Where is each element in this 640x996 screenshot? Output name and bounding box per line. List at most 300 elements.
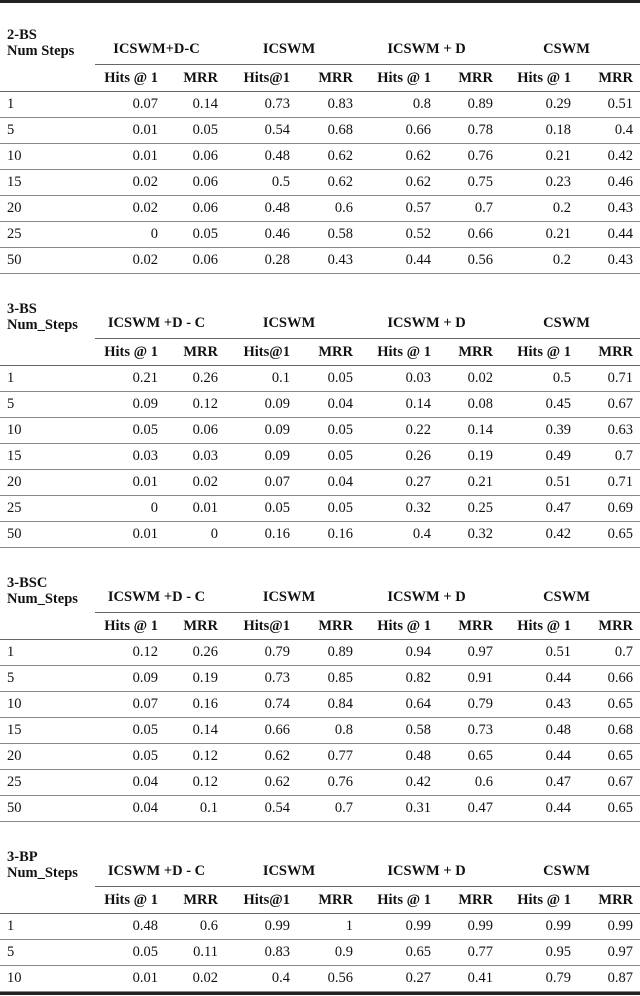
num-steps-cell: 15 — [0, 444, 95, 470]
method-group-header: ICSWM + D — [360, 548, 500, 613]
metric-header: MRR — [297, 887, 360, 914]
metric-header: MRR — [165, 887, 225, 914]
value-cell: 0.48 — [225, 196, 297, 222]
value-cell: 0.47 — [500, 496, 578, 522]
value-cell: 0.94 — [360, 640, 438, 666]
value-cell: 0.58 — [360, 718, 438, 744]
value-cell: 0.02 — [95, 196, 165, 222]
value-cell: 0.84 — [297, 692, 360, 718]
value-cell: 0.71 — [578, 470, 640, 496]
value-cell: 0.01 — [165, 496, 225, 522]
value-cell: 0 — [95, 222, 165, 248]
table-row — [0, 496, 640, 522]
dataset-name: 3-BSC — [7, 574, 48, 591]
bottom-rule — [0, 992, 640, 995]
metric-header: MRR — [165, 339, 225, 366]
value-cell: 0.09 — [225, 444, 297, 470]
value-cell: 0.99 — [438, 914, 500, 940]
value-cell: 0.62 — [297, 144, 360, 170]
method-group-header: CSWM — [500, 3, 640, 65]
method-group-header: ICSWM — [225, 548, 360, 613]
value-cell: 0.48 — [225, 144, 297, 170]
table-row — [0, 392, 640, 418]
empty-header-cell — [0, 65, 95, 92]
value-cell: 0.42 — [360, 770, 438, 796]
method-group-header: ICSWM — [225, 3, 360, 65]
num-steps-cell: 20 — [0, 470, 95, 496]
value-cell: 0.1 — [225, 366, 297, 392]
group-header-row — [0, 548, 640, 613]
value-cell: 0.66 — [438, 222, 500, 248]
value-cell: 0.67 — [578, 392, 640, 418]
num-steps-cell: 15 — [0, 718, 95, 744]
num-steps-cell: 1 — [0, 914, 95, 940]
value-cell: 0.99 — [360, 914, 438, 940]
value-cell: 0.97 — [578, 940, 640, 966]
table-row — [0, 196, 640, 222]
table-row — [0, 92, 640, 118]
num-steps-cell: 10 — [0, 418, 95, 444]
value-cell: 0.27 — [360, 470, 438, 496]
method-group-header: ICSWM+D-C — [95, 3, 225, 65]
value-cell: 0.2 — [500, 196, 578, 222]
dataset-header-cell — [0, 3, 95, 65]
value-cell: 0.51 — [578, 92, 640, 118]
value-cell: 0.16 — [297, 522, 360, 548]
value-cell: 0.73 — [438, 718, 500, 744]
metric-header: MRR — [438, 613, 500, 640]
method-group-header: ICSWM + D — [360, 3, 500, 65]
value-cell: 0.57 — [360, 196, 438, 222]
value-cell: 0.43 — [578, 196, 640, 222]
value-cell: 0.05 — [297, 496, 360, 522]
value-cell: 0.21 — [95, 366, 165, 392]
metric-header: Hits@1 — [225, 613, 297, 640]
dataset-name: 2-BS — [7, 26, 37, 43]
value-cell: 0.09 — [225, 392, 297, 418]
metric-header: MRR — [297, 65, 360, 92]
value-cell: 0.69 — [578, 496, 640, 522]
value-cell: 0.97 — [438, 640, 500, 666]
value-cell: 0.4 — [225, 966, 297, 992]
value-cell: 0.25 — [438, 496, 500, 522]
value-cell: 0.58 — [297, 222, 360, 248]
results-table-3-bs — [0, 274, 640, 548]
metric-header: Hits @ 1 — [95, 65, 165, 92]
value-cell: 0.62 — [297, 170, 360, 196]
value-cell: 0.48 — [95, 914, 165, 940]
value-cell: 0.7 — [438, 196, 500, 222]
value-cell: 0.5 — [500, 366, 578, 392]
table-row — [0, 444, 640, 470]
value-cell: 0.54 — [225, 796, 297, 822]
value-cell: 0.65 — [578, 692, 640, 718]
table-row — [0, 666, 640, 692]
value-cell: 0.8 — [360, 92, 438, 118]
value-cell: 0.65 — [578, 744, 640, 770]
value-cell: 0.49 — [500, 444, 578, 470]
value-cell: 0.06 — [165, 144, 225, 170]
value-cell: 0.41 — [438, 966, 500, 992]
value-cell: 0.76 — [438, 144, 500, 170]
value-cell: 0.05 — [297, 444, 360, 470]
metric-header: Hits @ 1 — [360, 887, 438, 914]
value-cell: 0.04 — [297, 392, 360, 418]
value-cell: 0.91 — [438, 666, 500, 692]
metric-header: Hits @ 1 — [95, 613, 165, 640]
value-cell: 0.04 — [95, 796, 165, 822]
value-cell: 0.12 — [95, 640, 165, 666]
value-cell: 0.44 — [500, 796, 578, 822]
value-cell: 0.21 — [500, 144, 578, 170]
value-cell: 0.65 — [360, 940, 438, 966]
metric-header: Hits @ 1 — [95, 887, 165, 914]
value-cell: 0.27 — [360, 966, 438, 992]
metric-header: Hits @ 1 — [360, 65, 438, 92]
metric-header: MRR — [578, 887, 640, 914]
value-cell: 0.89 — [438, 92, 500, 118]
value-cell: 0.11 — [165, 940, 225, 966]
table-row — [0, 144, 640, 170]
value-cell: 0.89 — [297, 640, 360, 666]
value-cell: 0.29 — [500, 92, 578, 118]
value-cell: 0.09 — [225, 418, 297, 444]
group-header-row — [0, 274, 640, 339]
metric-header: Hits @ 1 — [95, 339, 165, 366]
value-cell: 0.08 — [438, 392, 500, 418]
value-cell: 0.47 — [500, 770, 578, 796]
value-cell: 0.05 — [95, 744, 165, 770]
value-cell: 0.05 — [95, 940, 165, 966]
metric-header: MRR — [438, 339, 500, 366]
value-cell: 0.42 — [578, 144, 640, 170]
value-cell: 0.45 — [500, 392, 578, 418]
value-cell: 0.31 — [360, 796, 438, 822]
value-cell: 0.26 — [360, 444, 438, 470]
value-cell: 0.62 — [360, 170, 438, 196]
num-steps-cell: 50 — [0, 796, 95, 822]
method-group-header: CSWM — [500, 548, 640, 613]
metric-header: MRR — [297, 613, 360, 640]
value-cell: 0.99 — [225, 914, 297, 940]
table-row — [0, 418, 640, 444]
value-cell: 0.01 — [95, 144, 165, 170]
value-cell: 0.09 — [95, 392, 165, 418]
empty-header-cell — [0, 887, 95, 914]
value-cell: 0.01 — [95, 522, 165, 548]
value-cell: 0.4 — [360, 522, 438, 548]
metric-header: MRR — [297, 339, 360, 366]
value-cell: 0.62 — [225, 770, 297, 796]
value-cell: 0 — [165, 522, 225, 548]
num-steps-cell: 50 — [0, 248, 95, 274]
value-cell: 0.42 — [500, 522, 578, 548]
value-cell: 0.44 — [500, 666, 578, 692]
value-cell: 0.12 — [165, 770, 225, 796]
dataset-name: 3-BP — [7, 848, 38, 865]
table-row — [0, 248, 640, 274]
value-cell: 0.66 — [578, 666, 640, 692]
value-cell: 0.79 — [500, 966, 578, 992]
value-cell: 0.05 — [297, 366, 360, 392]
method-group-header: ICSWM +D - C — [95, 274, 225, 339]
value-cell: 0.73 — [225, 666, 297, 692]
metric-header-row — [0, 613, 640, 640]
value-cell: 0.65 — [438, 744, 500, 770]
num-steps-cell: 50 — [0, 522, 95, 548]
metric-header: MRR — [438, 887, 500, 914]
metric-header: MRR — [578, 339, 640, 366]
value-cell: 0.44 — [578, 222, 640, 248]
value-cell: 0.79 — [225, 640, 297, 666]
value-cell: 0.05 — [95, 418, 165, 444]
value-cell: 0.02 — [165, 470, 225, 496]
value-cell: 0.71 — [578, 366, 640, 392]
num-steps-cell: 20 — [0, 196, 95, 222]
num-steps-header: Num_Steps — [7, 316, 78, 333]
metric-header: Hits @ 1 — [500, 339, 578, 366]
table-row — [0, 170, 640, 196]
value-cell: 0.48 — [500, 718, 578, 744]
value-cell: 0.03 — [95, 444, 165, 470]
value-cell: 0.43 — [500, 692, 578, 718]
dataset-header-cell — [0, 274, 95, 339]
value-cell: 0.4 — [578, 118, 640, 144]
value-cell: 0.65 — [578, 522, 640, 548]
value-cell: 0.7 — [578, 640, 640, 666]
metric-header: MRR — [165, 613, 225, 640]
value-cell: 0.28 — [225, 248, 297, 274]
value-cell: 0.06 — [165, 418, 225, 444]
method-group-header: ICSWM +D - C — [95, 822, 225, 887]
table-row — [0, 222, 640, 248]
value-cell: 0.66 — [360, 118, 438, 144]
value-cell: 0.48 — [360, 744, 438, 770]
value-cell: 0.07 — [95, 92, 165, 118]
num-steps-header: Num_Steps — [7, 864, 78, 881]
value-cell: 0.32 — [438, 522, 500, 548]
method-group-header: ICSWM — [225, 822, 360, 887]
value-cell: 0.01 — [95, 118, 165, 144]
value-cell: 0.44 — [360, 248, 438, 274]
num-steps-cell: 1 — [0, 366, 95, 392]
value-cell: 0.78 — [438, 118, 500, 144]
value-cell: 0.2 — [500, 248, 578, 274]
value-cell: 0.14 — [165, 92, 225, 118]
value-cell: 0.09 — [95, 666, 165, 692]
value-cell: 0.47 — [438, 796, 500, 822]
method-group-header: ICSWM + D — [360, 274, 500, 339]
value-cell: 0.07 — [95, 692, 165, 718]
value-cell: 0.1 — [165, 796, 225, 822]
value-cell: 0.46 — [225, 222, 297, 248]
value-cell: 0.44 — [500, 744, 578, 770]
value-cell: 0.04 — [297, 470, 360, 496]
num-steps-cell: 20 — [0, 744, 95, 770]
value-cell: 0.26 — [165, 640, 225, 666]
table-row — [0, 744, 640, 770]
value-cell: 0.26 — [165, 366, 225, 392]
value-cell: 0.01 — [95, 470, 165, 496]
table-row — [0, 914, 640, 940]
group-header-row — [0, 3, 640, 65]
metric-header: MRR — [165, 65, 225, 92]
table-row — [0, 940, 640, 966]
value-cell: 0.02 — [95, 248, 165, 274]
metric-header: Hits @ 1 — [360, 613, 438, 640]
value-cell: 0.79 — [438, 692, 500, 718]
value-cell: 0.03 — [360, 366, 438, 392]
metric-header: Hits@1 — [225, 65, 297, 92]
metric-header: MRR — [578, 65, 640, 92]
results-table-3-bp — [0, 822, 640, 992]
value-cell: 0.99 — [500, 914, 578, 940]
value-cell: 0.66 — [225, 718, 297, 744]
dataset-header-cell — [0, 548, 95, 613]
value-cell: 0.56 — [297, 966, 360, 992]
value-cell: 0.73 — [225, 92, 297, 118]
value-cell: 0.75 — [438, 170, 500, 196]
value-cell: 0.02 — [95, 170, 165, 196]
value-cell: 0.64 — [360, 692, 438, 718]
value-cell: 0.32 — [360, 496, 438, 522]
value-cell: 0.87 — [578, 966, 640, 992]
value-cell: 0.39 — [500, 418, 578, 444]
value-cell: 0.07 — [225, 470, 297, 496]
group-header-row — [0, 822, 640, 887]
table-row — [0, 366, 640, 392]
metric-header-row — [0, 887, 640, 914]
value-cell: 0.05 — [297, 418, 360, 444]
value-cell: 0.83 — [297, 92, 360, 118]
value-cell: 0.05 — [225, 496, 297, 522]
value-cell: 0.74 — [225, 692, 297, 718]
value-cell: 0.16 — [225, 522, 297, 548]
value-cell: 0.8 — [297, 718, 360, 744]
value-cell: 0.19 — [438, 444, 500, 470]
value-cell: 0.01 — [95, 966, 165, 992]
value-cell: 0.67 — [578, 770, 640, 796]
results-table-3-bsc — [0, 548, 640, 822]
empty-header-cell — [0, 339, 95, 366]
value-cell: 0.82 — [360, 666, 438, 692]
table-row — [0, 692, 640, 718]
value-cell: 0.77 — [438, 940, 500, 966]
value-cell: 0.14 — [438, 418, 500, 444]
num-steps-cell: 5 — [0, 118, 95, 144]
num-steps-header: Num Steps — [7, 42, 75, 59]
metric-header: MRR — [438, 65, 500, 92]
value-cell: 0 — [95, 496, 165, 522]
metric-header: Hits @ 1 — [500, 613, 578, 640]
value-cell: 0.62 — [225, 744, 297, 770]
num-steps-cell: 15 — [0, 170, 95, 196]
value-cell: 0.21 — [438, 470, 500, 496]
value-cell: 0.65 — [578, 796, 640, 822]
value-cell: 0.22 — [360, 418, 438, 444]
value-cell: 0.21 — [500, 222, 578, 248]
value-cell: 0.6 — [165, 914, 225, 940]
value-cell: 0.56 — [438, 248, 500, 274]
value-cell: 0.02 — [165, 966, 225, 992]
value-cell: 0.46 — [578, 170, 640, 196]
value-cell: 0.51 — [500, 640, 578, 666]
value-cell: 0.04 — [95, 770, 165, 796]
value-cell: 0.05 — [165, 222, 225, 248]
value-cell: 0.6 — [438, 770, 500, 796]
value-cell: 0.62 — [360, 144, 438, 170]
metric-header: Hits@1 — [225, 887, 297, 914]
value-cell: 0.02 — [438, 366, 500, 392]
value-cell: 0.68 — [578, 718, 640, 744]
num-steps-cell: 5 — [0, 666, 95, 692]
value-cell: 0.06 — [165, 196, 225, 222]
method-group-header: ICSWM — [225, 274, 360, 339]
value-cell: 0.14 — [165, 718, 225, 744]
metric-header-row — [0, 65, 640, 92]
num-steps-cell: 5 — [0, 392, 95, 418]
num-steps-cell: 10 — [0, 692, 95, 718]
metric-header: Hits @ 1 — [500, 65, 578, 92]
num-steps-cell: 10 — [0, 144, 95, 170]
num-steps-cell: 25 — [0, 222, 95, 248]
table-row — [0, 770, 640, 796]
num-steps-cell: 1 — [0, 92, 95, 118]
value-cell: 0.85 — [297, 666, 360, 692]
value-cell: 0.05 — [165, 118, 225, 144]
value-cell: 0.83 — [225, 940, 297, 966]
table-row — [0, 522, 640, 548]
value-cell: 0.18 — [500, 118, 578, 144]
table-row — [0, 718, 640, 744]
table-row — [0, 966, 640, 992]
value-cell: 0.6 — [297, 196, 360, 222]
value-cell: 0.06 — [165, 248, 225, 274]
value-cell: 0.68 — [297, 118, 360, 144]
table-row — [0, 796, 640, 822]
empty-header-cell — [0, 613, 95, 640]
value-cell: 0.63 — [578, 418, 640, 444]
num-steps-header: Num_Steps — [7, 590, 78, 607]
table-row — [0, 118, 640, 144]
value-cell: 0.12 — [165, 744, 225, 770]
method-group-header: ICSWM +D - C — [95, 548, 225, 613]
num-steps-cell: 5 — [0, 940, 95, 966]
value-cell: 0.54 — [225, 118, 297, 144]
metric-header: Hits @ 1 — [360, 339, 438, 366]
metric-header-row — [0, 339, 640, 366]
table-row — [0, 470, 640, 496]
value-cell: 0.23 — [500, 170, 578, 196]
table-row — [0, 640, 640, 666]
value-cell: 0.77 — [297, 744, 360, 770]
num-steps-cell: 1 — [0, 640, 95, 666]
dataset-header-cell — [0, 822, 95, 887]
results-table-2-bs — [0, 3, 640, 274]
value-cell: 0.99 — [578, 914, 640, 940]
value-cell: 0.12 — [165, 392, 225, 418]
value-cell: 0.03 — [165, 444, 225, 470]
value-cell: 0.7 — [578, 444, 640, 470]
dataset-name: 3-BS — [7, 300, 37, 317]
num-steps-cell: 10 — [0, 966, 95, 992]
value-cell: 0.7 — [297, 796, 360, 822]
value-cell: 1 — [297, 914, 360, 940]
value-cell: 0.52 — [360, 222, 438, 248]
value-cell: 0.76 — [297, 770, 360, 796]
num-steps-cell: 25 — [0, 770, 95, 796]
value-cell: 0.05 — [95, 718, 165, 744]
